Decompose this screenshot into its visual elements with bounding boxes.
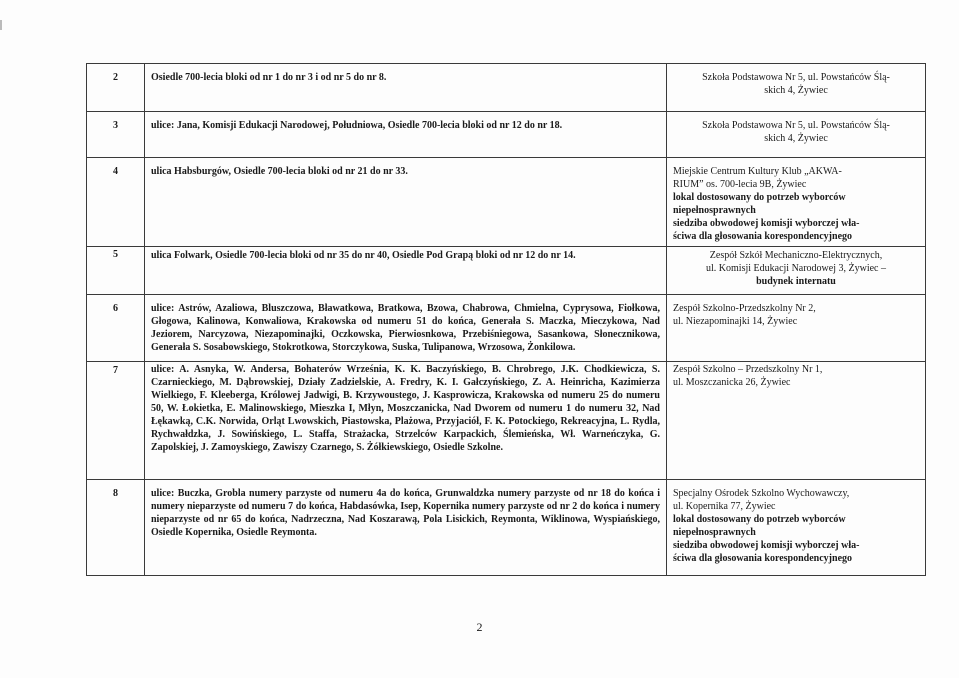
station-accessibility-note: lokal dostosowany do potrzeb wyborców <box>673 514 846 525</box>
station-accessibility-note: niepełnosprawnych <box>673 527 756 538</box>
station-line: skich 4, Żywiec <box>764 85 828 96</box>
table-row <box>87 362 926 480</box>
polling-districts-table <box>86 63 926 576</box>
district-streets: ulice: Buczka, Grobla numery parzyste od numeru 4a do końca, Grunwaldzka numery parzyste od nr 18 do końca i numery nieparzyste od numeru 7 do końca, Habdasówka, Isep, Kopernika numery parzyste od nr 2 do końca i numery nieparzyste od nr 65 do końca, Nadrzeczna, Nad Koszarawą, Pola Lisickich, Reymonta, Wiklinowa, Wyspiańskiego, Osiedle Kopernika, Osiedle Reymonta. <box>145 480 667 576</box>
scan-edge-mark <box>0 20 2 30</box>
polling-station <box>667 247 926 295</box>
station-line: budynek internatu <box>756 276 836 287</box>
table-row <box>87 64 926 112</box>
district-number: 2 <box>87 64 145 112</box>
polling-station <box>667 112 926 158</box>
district-streets: Osiedle 700-lecia bloki od nr 1 do nr 3 i od nr 5 do nr 8. <box>145 64 667 112</box>
table-row <box>87 247 926 295</box>
station-accessibility-note: niepełnosprawnych <box>673 205 756 216</box>
station-line: ul. Moszczanicka 26, Żywiec <box>673 377 791 388</box>
station-line: Miejskie Centrum Kultury Klub „AKWA- <box>673 166 842 177</box>
district-streets: ulice: Astrów, Azaliowa, Bluszczowa, Bławatkowa, Bratkowa, Bzowa, Chabrowa, Chmielna, Cyprysowa, Fiołkowa, Głogowa, Kalinowa, Konwaliowa, Krakowska od numeru 51 do końca, Generała S. Maczka, Mieczykowa, Nad Jeziorem, Narcyzowa, Niezapominajki, Oczkowska, Pierwiosnkowa, Przebiśniegowa, Sasankowa, Słonecznikowa, Generała S. Sosabowskiego, Stokrotkowa, Storczykowa, Suska, Tulipanowa, Wrzosowa, Żonkilowa. <box>145 295 667 362</box>
station-postal-vote-note: ściwa dla głosowania korespondencyjnego <box>673 553 853 564</box>
station-postal-vote-note: siedziba obwodowej komisji wyborczej wła- <box>673 540 860 551</box>
station-line: Zespół Szkolno – Przedszkolny Nr 1, <box>673 364 823 375</box>
district-number: 8 <box>87 480 145 576</box>
district-number: 5 <box>87 247 145 295</box>
station-line: ul. Niezapominajki 14, Żywiec <box>673 316 798 327</box>
polling-station <box>667 64 926 112</box>
page-number: 2 <box>476 620 483 634</box>
station-line: Szkoła Podstawowa Nr 5, ul. Powstańców Ślą- <box>702 120 890 131</box>
polling-station <box>667 480 926 576</box>
station-line: Zespół Szkolno-Przedszkolny Nr 2, <box>673 303 816 314</box>
table-row <box>87 158 926 247</box>
district-streets: ulica Folwark, Osiedle 700-lecia bloki od nr 35 do nr 40, Osiedle Pod Grapą bloki od nr 12 do nr 14. <box>145 247 667 295</box>
station-postal-vote-note: ściwa dla głosowania korespondencyjnego <box>673 231 853 242</box>
station-line: Specjalny Ośrodek Szkolno Wychowawczy, <box>673 488 850 499</box>
station-line: ul. Komisji Edukacji Narodowej 3, Żywiec – <box>706 263 886 274</box>
polling-station <box>667 158 926 247</box>
station-line: skich 4, Żywiec <box>764 133 828 144</box>
district-streets: ulice: Jana, Komisji Edukacji Narodowej, Południowa, Osiedle 700-lecia bloki od nr 12 do nr 18. <box>145 112 667 158</box>
station-line: ul. Kopernika 77, Żywiec <box>673 501 776 512</box>
station-line: Zespół Szkół Mechaniczno-Elektrycznych, <box>709 250 883 261</box>
polling-station <box>667 362 926 480</box>
district-streets: ulice: A. Asnyka, W. Andersa, Bohaterów Września, K. K. Baczyńskiego, B. Chrobrego, J.K. Chodkiewicza, S. Czarnieckiego, M. Dąbrowskiej, Działy Zadzielskie, A. Fredry, K. I. Gałczyńskiego, Z. A. Heinricha, Kazimierza Wielkiego, F. Kleeberga, Królowej Jadwigi, B. Krzywoustego, J. Kasprowicza, Krakowska od numeru 25 do numeru 50, W. Łokietka, E. Malinowskiego, Mieszka I, Młyn, Moszczanicka, Nad Dworem od numeru 1 do numeru 32, Nad Łękawką, C.K. Norwida, Orląt Lwowskich, Piastowska, Plażowa, Przyjaciół, F. K. Potockiego, Rekreacyjna, L. Rydla, Rychwałdzka, J. Sowińskiego, L. Staffa, Strażacka, Strzelców Karpackich, Ślemieńska, Wł. Warneńczyka, G. Zapolskiej, J. Zamoyskiego, Zawiszy Czarnego, S. Żółkiewskiego, Osiedle Szkolne. <box>145 362 667 480</box>
station-line: RIUM” os. 700-lecia 9B, Żywiec <box>673 179 807 190</box>
station-line: Szkoła Podstawowa Nr 5, ul. Powstańców Ślą- <box>702 72 890 83</box>
table-row <box>87 112 926 158</box>
district-streets: ulica Habsburgów, Osiedle 700-lecia bloki od nr 21 do nr 33. <box>145 158 667 247</box>
polling-station <box>667 295 926 362</box>
station-accessibility-note: lokal dostosowany do potrzeb wyborców <box>673 192 846 203</box>
district-number: 3 <box>87 112 145 158</box>
table-row <box>87 295 926 362</box>
district-number: 7 <box>87 362 145 480</box>
district-number: 4 <box>87 158 145 247</box>
table-row <box>87 480 926 576</box>
district-number: 6 <box>87 295 145 362</box>
station-postal-vote-note: siedziba obwodowej komisji wyborczej wła- <box>673 218 860 229</box>
